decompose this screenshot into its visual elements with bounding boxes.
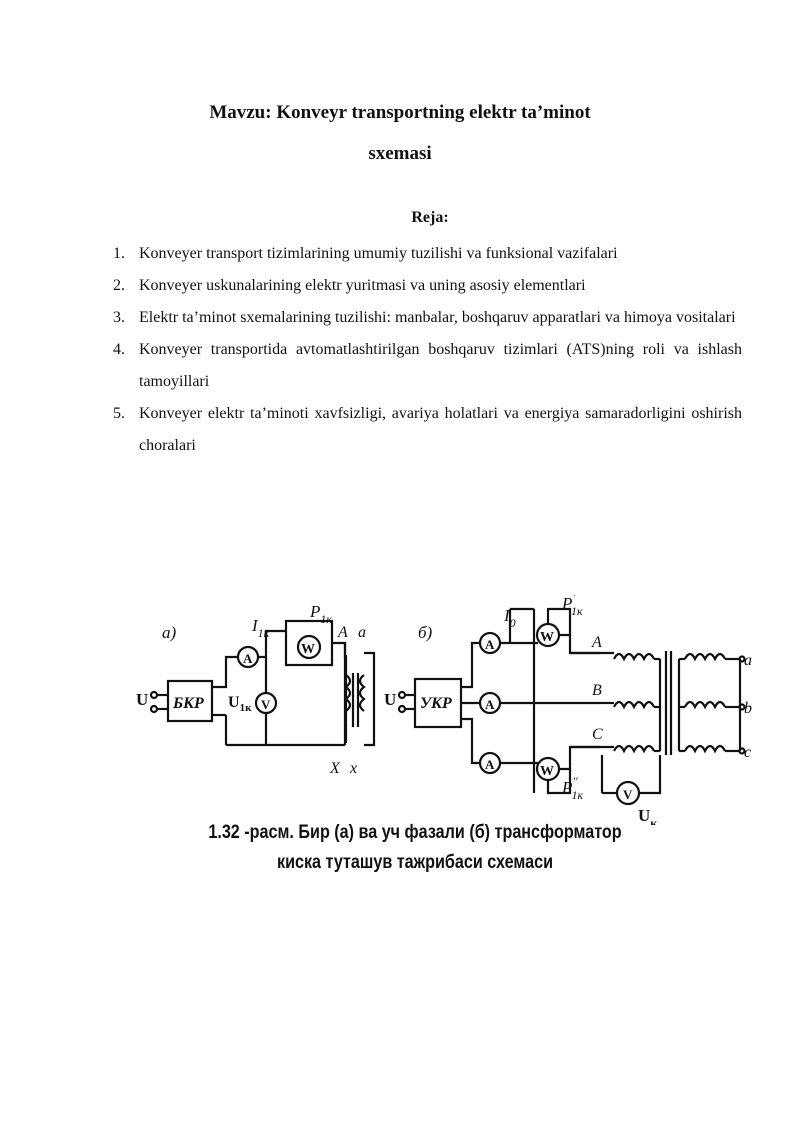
phase-C-label: C: [592, 726, 603, 743]
bkr-label: БКР: [173, 695, 204, 712]
terminal-A-label: A: [338, 624, 348, 641]
plan-item-text: Elektr ta’minot sxemalarining tuzilishi: manbalar, boshqaruv apparatlari va himoya vositalari: [139, 309, 736, 326]
voltmeter-label-a: V: [261, 697, 271, 712]
plan-list: [113, 238, 742, 462]
ukr-label: УКР: [420, 695, 452, 712]
plan-item-number: 3.: [113, 309, 125, 326]
power-label-b1: P' 1к: [562, 595, 583, 618]
source-label-a: U: [136, 690, 149, 709]
panel-a-label: а): [162, 623, 177, 642]
phase-A-label: A: [592, 634, 602, 651]
document-title-line1: Mavzu: Konveyr transportning elektr ta’minot: [209, 102, 591, 123]
circuit-diagram: [130, 595, 770, 825]
phase-B-label: B: [592, 682, 602, 699]
plan-heading: Reja:: [411, 209, 449, 226]
plan-item: [113, 238, 742, 270]
voltmeter-label-b: V: [623, 787, 633, 802]
voltage-label-b: $U_к$: [638, 806, 658, 825]
plan-item: [113, 398, 742, 462]
plan-item-number: 1.: [113, 245, 125, 262]
wattmeter-label: W: [301, 642, 315, 657]
phase-b-label: b: [744, 700, 752, 717]
terminal-dot: [151, 692, 157, 698]
terminal-x-label: x: [350, 760, 358, 777]
terminal-dot: [151, 706, 157, 712]
wattmeter-label: W: [540, 630, 554, 645]
source-label-b: U: [384, 690, 397, 709]
plan-item: [113, 334, 742, 398]
plan-item-number: 2.: [113, 277, 125, 294]
phase-c-label: c: [744, 744, 752, 761]
plan-item-text: Konveyer uskunalarining elektr yuritmasi va uning asosiy elementlari: [139, 277, 586, 294]
plan-item-text: Konveyer transport tizimlarining umumiy tuzilishi va funksional vazifalari: [139, 245, 618, 262]
plan-item: [113, 302, 742, 334]
plan-item-number: 5.: [113, 405, 125, 422]
power-label-a: $P_{1к}$: [310, 602, 333, 626]
current-label-b: $I_0$: [504, 606, 516, 630]
plan-item-number: 4.: [113, 341, 125, 358]
document-title-line2: sxemasi: [368, 143, 432, 164]
plan-item: [113, 270, 742, 302]
ammeter-label: A: [485, 757, 495, 772]
plan-item-text: Konveyer elektr ta’minoti xavfsizligi, avariya holatlari va energiya samaradorligini oshirish choralari: [139, 405, 742, 454]
figure-caption-line2: киска туташув тажрибаси схемаси: [276, 852, 554, 873]
terminal-a-label: a: [358, 624, 366, 641]
panel-b-label: б): [418, 623, 433, 642]
terminal-X-label: X: [330, 760, 340, 777]
voltage-label-a: $U_{1к}$: [228, 694, 252, 714]
power-label-b2: P'' 1к: [562, 774, 584, 802]
figure-caption-line1: 1.32 -расм. Бир (а) ва уч фазали (б) трансформатор: [208, 822, 622, 843]
phase-a-label: a: [744, 652, 752, 669]
ammeter-label: A: [243, 651, 253, 666]
current-label-a: $I_{1к}$: [252, 616, 270, 640]
ammeter-label: A: [485, 697, 495, 712]
figure-caption: [173, 818, 658, 878]
ammeter-label: A: [485, 637, 495, 652]
plan-item-text: Konveyer transportida avtomatlashtirilgan boshqaruv tizimlari (ATS)ning roli va ishlash tamoyillari: [139, 341, 742, 390]
wattmeter-label: W: [540, 764, 554, 779]
